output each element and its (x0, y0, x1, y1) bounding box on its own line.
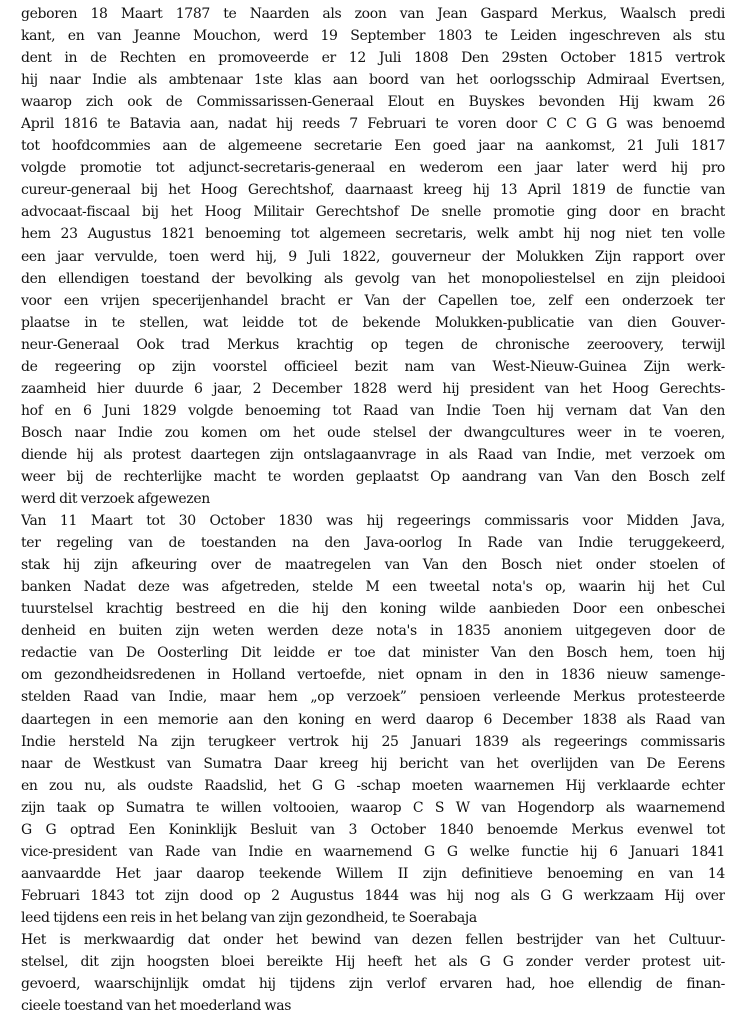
text-line: aanvaardde Het jaar daarop teekende Willem II zijn definitieve benoeming en van 14 (21, 865, 725, 882)
text-line: waarop zich ook de Commissarissen-Generaal Elout en Buyskes bevonden Hij kwam 26 (21, 94, 725, 111)
text-line: voor een vrijen specerijenhandel bracht er Van der Capellen toe, zelf een onderzoek ter (21, 292, 725, 309)
text-line: cieele toestand van het moederland was (21, 998, 292, 1015)
text-line: dent in de Rechten en promoveerde er 12 Juli 1808 Den 29sten October 1815 vertrok (21, 50, 725, 67)
text-line: stelden Raad van Indie, maar hem „op verzoek” pensioen verleende Merkus protesteerde (21, 689, 725, 706)
text-line: zijn taak op Sumatra te willen voltooien, waarop C S W van Hogendorp als waarnemend (21, 799, 725, 816)
text-line: Het is merkwaardig dat onder het bewind van dezen fellen bestrijder van het Cultuur- (21, 931, 725, 948)
text-line: om gezondheidsredenen in Holland vertoefde, niet opnam in den in 1836 nieuw samenge- (21, 667, 725, 684)
text-line: weer bij de rechterlijke macht te worden geplaatst Op aandrang van Van den Bosch zelf (21, 468, 725, 485)
text-line: hij naar Indie als ambtenaar 1ste klas aan boord van het oorlogsschip Admiraal Evertsen, (21, 72, 725, 89)
text-line: advocaat-fiscaal bij het Hoog Militair Gerechtshof De snelle promotie ging door en bracht (21, 204, 725, 221)
text-line: hem 23 Augustus 1821 benoeming tot algemeen secretaris, welk ambt hij nog niet ten volle (21, 226, 725, 243)
text-line: geboren 18 Maart 1787 te Naarden als zoon van Jean Gaspard Merkus, Waalsch predi (21, 6, 725, 22)
text-line: G G optrad Een Koninklijk Besluit van 3 October 1840 benoemde Merkus evenwel tot (21, 821, 725, 838)
text-line: vice-president van Rade van Indie en waarnemend G G welke functie hij 6 Januari 1841 (21, 843, 725, 860)
text-line: zaamheid hier duurde 6 jaar, 2 December 1828 werd hij president van het Hoog Gerechts- (21, 380, 725, 397)
text-line: en zou nu, als oudste Raadslid, het G G -schap moeten waarnemen Hij verklaarde echter (21, 777, 725, 794)
text-line: redactie van De Oosterling Dit leidde er toe dat minister Van den Bosch hem, toen hij (21, 645, 725, 662)
text-line: stak hij zijn afkeuring over de maatregelen van Van den Bosch niet onder stoelen of (21, 557, 725, 574)
text-line: April 1816 te Batavia aan, nadat hij reeds 7 Februari te voren door C C G G was benoemd (21, 116, 725, 133)
text-line: neur-Generaal Ook trad Merkus krachtig op tegen de chronische zeeroovery, terwijl (21, 336, 725, 353)
text-line: hof en 6 Juni 1829 volgde benoeming tot Raad van Indie Toen hij vernam dat Van den (21, 402, 725, 419)
text-line: denheid en buiten zijn weten werden deze nota's in 1835 anoniem uitgegeven door de (21, 623, 725, 640)
paragraph-conclusion (21, 929, 725, 1017)
text-line: den ellendigen toestand der bevolking als gevolg van het monopoliestelsel en zijn pleidooi (21, 270, 725, 287)
text-line: Bosch naar Indie zou komen om het oude stelsel der dwangcultures weer in te voeren, (21, 424, 725, 441)
text-line: ter regeling van de toestanden na den Java-oorlog In Rade van Indie teruggekeerd, (21, 535, 725, 552)
text-line: kant, en van Jeanne Mouchon, werd 19 September 1803 te Leiden ingeschreven als stu (21, 28, 725, 45)
text-line: leed tijdens een reis in het belang van zijn gezondheid, te Soerabaja (21, 909, 477, 926)
text-line: Indie hersteld Na zijn terugkeer vertrok hij 25 Januari 1839 als regeerings commissaris (21, 733, 725, 750)
text-line: volgde promotie tot adjunct-secretaris-generaal en wederom een jaar later werd hij pro (21, 160, 725, 177)
text-line: de regeering op zijn voorstel officieel bezit nam van West-Nieuw-Guinea Zijn werk- (21, 358, 725, 375)
text-line: gevoerd, waarschijnlijk omdat hij tijdens zijn verlof ervaren had, hoe ellendig de finan- (21, 976, 725, 993)
text-line: een jaar vervulde, toen werd hij, 9 Juli 1822, gouverneur der Molukken Zijn rapport over (21, 248, 725, 265)
text-line: Februari 1843 tot zijn dood op 2 Augustus 1844 was hij nog als G G werkzaam Hij over (21, 887, 725, 904)
text-line: diende hij als protest daartegen zijn ontslagaanvrage in als Raad van Indie, met verzoek om (21, 446, 725, 463)
text-line: werd dit verzoek afgewezen (21, 491, 210, 508)
text-line: plaatse in te stellen, wat leidde tot de bekende Molukken-publicatie van dien Gouver- (21, 314, 725, 331)
text-line: cureur-generaal bij het Hoog Gerechtshof, daarnaast kreeg hij 13 April 1819 de functie van (21, 182, 725, 199)
text-line: tot hoofdcommies aan de algemeene secretarie Een goed jaar na aankomst, 21 Juli 1817 (21, 138, 725, 155)
text-line: banken Nadat deze was afgetreden, stelde M een tweetal nota's op, waarin hij het Cul (21, 579, 725, 596)
text-line: stelsel, dit zijn hoogsten bloei bereikte Hij heeft het als G G zonder verder protest uit- (21, 954, 725, 971)
text-line: Van 11 Maart tot 30 October 1830 was hij regeerings commissaris voor Midden Java, (21, 513, 725, 530)
text-line: naar de Westkust van Sumatra Daar kreeg hij bericht van het overlijden van De Eerens (21, 755, 725, 772)
paragraph-career-later (21, 510, 725, 929)
paragraph-career-early (21, 3, 725, 510)
text-line: daartegen in een memorie aan den koning en werd daarop 6 December 1838 als Raad van (21, 711, 725, 728)
text-line: tuurstelsel krachtig bestreed en die hij den koning wilde aanbieden Door een onbeschei (21, 601, 725, 618)
